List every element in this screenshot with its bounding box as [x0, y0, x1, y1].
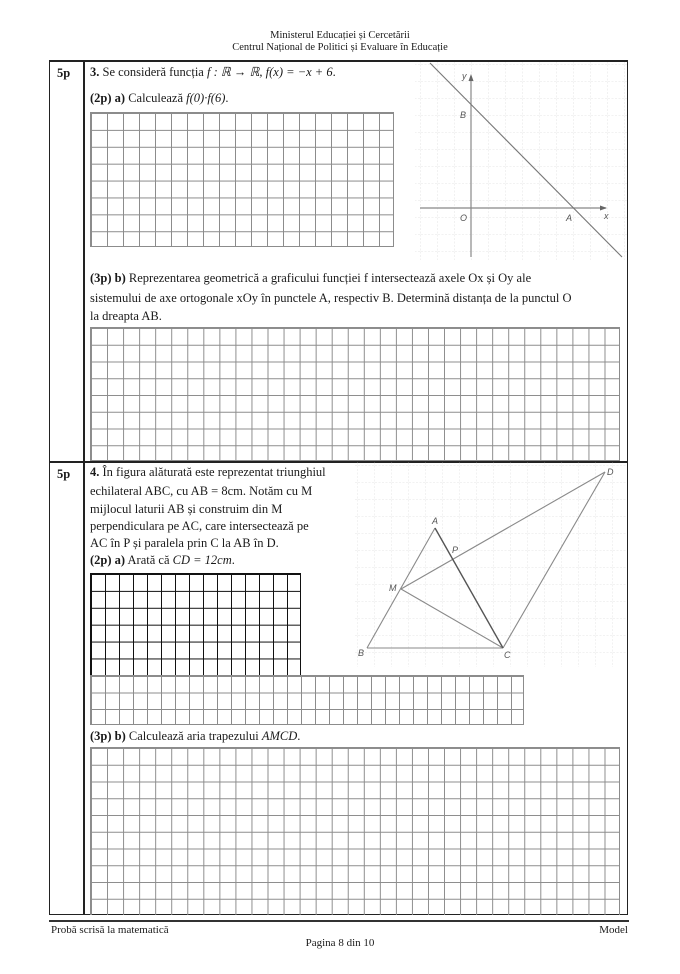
problem3-statement-text: Se consideră funcția	[102, 65, 204, 79]
problem4-line: mijlocul laturii AB și construim din M	[90, 502, 283, 516]
part-b-text: Calculează aria trapezului	[128, 729, 259, 743]
problem3-points: 5p	[57, 66, 71, 80]
coordinate-graph	[415, 62, 627, 260]
part-a-text: Arată că	[127, 553, 170, 567]
svg-text:A: A	[432, 516, 439, 526]
page-number: Pagina 8 din 10	[305, 937, 375, 949]
punct: .	[225, 91, 229, 105]
problem4-part-a	[90, 550, 235, 571]
svg-text:P: P	[452, 545, 459, 555]
problem4-line: echilateral ABC, cu AB = 8cm. Notăm cu M	[90, 484, 313, 498]
part-b-points: (3p) b)	[90, 271, 126, 285]
part-a-points: (2p) a)	[90, 91, 126, 105]
part-a-text: Calculează	[128, 91, 184, 105]
punct: .	[297, 729, 301, 743]
problem3-function: f : ℝ → ℝ, f(x) = −x + 6	[206, 65, 333, 79]
part-a-math: CD = 12cm	[172, 553, 232, 567]
problem4-number: 4.	[90, 465, 100, 479]
svg-text:C: C	[504, 650, 511, 660]
part-b-points: (3p) b)	[90, 729, 126, 743]
svg-text:M: M	[389, 583, 397, 593]
answer-grid-4a-bottom[interactable]	[90, 675, 524, 725]
problem4-line: În figura alăturată este reprezentat triunghiul	[102, 465, 326, 479]
footer-left: Probă scrisă la matematică	[51, 924, 169, 936]
triangle-figure	[355, 462, 627, 667]
problem3-part-a	[90, 88, 229, 109]
problem4-points: 5p	[57, 467, 71, 481]
answer-grid-3b[interactable]	[90, 327, 620, 461]
footer-right: Model	[599, 924, 628, 936]
punct: .	[332, 65, 336, 79]
punct: .	[231, 553, 235, 567]
part-b-math: AMCD	[261, 729, 298, 743]
center-title: Centrul Național de Politici și Evaluare în Educație	[232, 42, 448, 53]
part-a-math: f(0)·f(6)	[186, 91, 226, 105]
svg-text:x: x	[604, 211, 609, 221]
problem4-statement	[90, 462, 352, 483]
part-b-line1: Reprezentarea geometrică a graficului funcției f intersectează axele Ox și Oy ale	[128, 271, 532, 285]
part-b-line2: sistemului de axe ortogonale xOy în punctele A, respectiv B. Determină distanța de la punctul O	[90, 291, 572, 305]
ministry-title: Ministerul Educației și Cercetării	[270, 30, 410, 41]
svg-text:B: B	[358, 648, 365, 658]
answer-grid-4a-top[interactable]	[90, 573, 301, 676]
problem4-line: perpendiculara pe AC, care intersectează pe	[90, 519, 309, 533]
svg-text:D: D	[607, 467, 614, 477]
problem4-part-b	[90, 726, 300, 747]
svg-text:O: O	[460, 213, 468, 223]
problem3-part-b	[90, 268, 622, 289]
points-column-divider	[83, 60, 85, 915]
problem3-statement	[90, 62, 336, 83]
svg-text:y: y	[462, 71, 467, 81]
answer-grid-4b[interactable]	[90, 747, 620, 915]
svg-text:B: B	[460, 110, 467, 120]
problem3-number: 3.	[90, 65, 100, 79]
answer-grid-3a[interactable]	[90, 112, 394, 247]
problem4-line: AC în P și paralela prin C la AB în D.	[90, 536, 279, 550]
part-a-points: (2p) a)	[90, 553, 126, 567]
footer-divider	[49, 920, 629, 922]
part-b-line3: la dreapta AB.	[90, 309, 162, 323]
svg-text:A: A	[566, 213, 573, 223]
